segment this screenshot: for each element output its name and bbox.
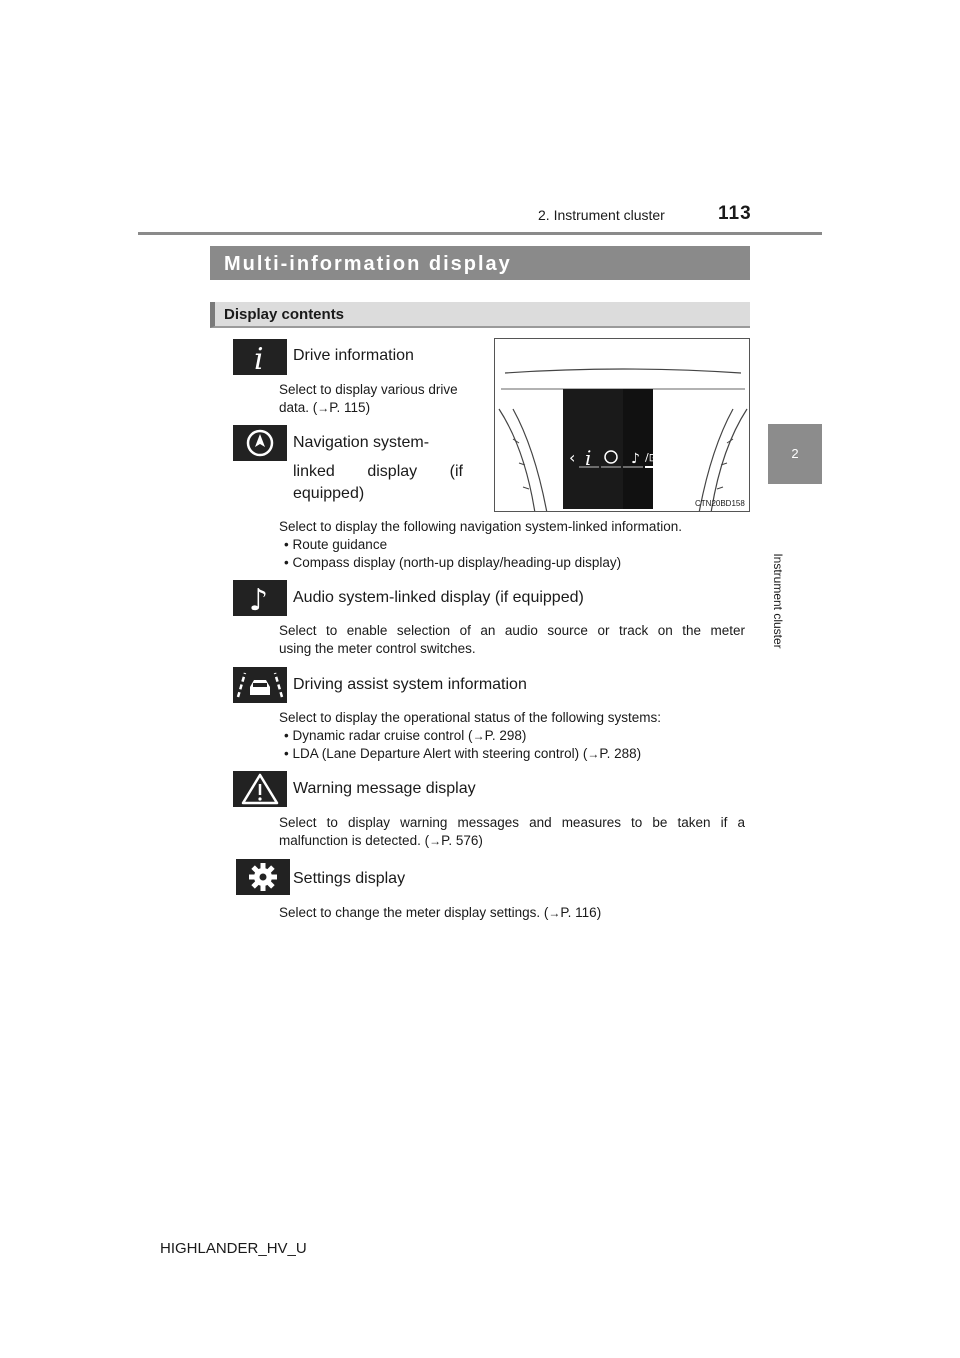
settings-desc bbox=[279, 904, 601, 922]
svg-text:i: i bbox=[585, 446, 592, 470]
title-fragment: Navigation system- bbox=[293, 434, 430, 451]
title-fragment: linked display (if bbox=[293, 463, 463, 480]
settings-title: Settings display bbox=[293, 870, 406, 887]
bullet-icon: • bbox=[284, 728, 289, 743]
warning-desc-2 bbox=[279, 832, 483, 850]
list-item bbox=[284, 554, 621, 572]
driving-assist-desc: Select to display the operational status of the following systems: bbox=[279, 710, 661, 725]
subsection-title: Display contents bbox=[210, 302, 750, 328]
bullet-text: Dynamic radar cruise control ( bbox=[292, 728, 473, 743]
bullet-text: Compass display (north-up display/heading-up display) bbox=[292, 555, 622, 570]
chapter-title: 2. Instrument cluster bbox=[538, 207, 665, 223]
arrow-icon: → bbox=[472, 729, 485, 743]
text-fragment: malfunction is detected. ( bbox=[279, 833, 430, 848]
arrow-icon: → bbox=[317, 401, 330, 415]
drive-info-title: Drive information bbox=[293, 347, 414, 364]
navigation-icon bbox=[233, 425, 287, 461]
bullet-icon: • bbox=[284, 537, 289, 552]
music-note-icon bbox=[233, 580, 287, 616]
text-fragment: Select to change the meter display settings. ( bbox=[279, 905, 549, 920]
svg-text:i: i bbox=[254, 342, 264, 375]
bullet-text: Route guidance bbox=[292, 537, 388, 552]
driving-assist-title: Driving assist system information bbox=[293, 676, 527, 693]
audio-desc-2: using the meter control switches. bbox=[279, 641, 476, 656]
cluster-drawing bbox=[495, 339, 750, 512]
bullet-text: LDA (Lane Departure Alert with steering control) ( bbox=[292, 746, 588, 761]
chapter-tab-label: Instrument cluster bbox=[771, 553, 785, 649]
navigation-title-3: equipped) bbox=[293, 485, 365, 502]
info-icon bbox=[233, 339, 287, 375]
page-reference: P. 288) bbox=[599, 746, 642, 761]
list-item bbox=[284, 745, 641, 763]
list-item bbox=[284, 536, 387, 554]
figure-code: CTN20BD158 bbox=[695, 499, 745, 508]
page-reference: P. 298) bbox=[484, 728, 527, 743]
svg-text:‹: ‹ bbox=[569, 448, 576, 467]
page-reference: P. 116) bbox=[560, 905, 602, 920]
header-rule bbox=[138, 232, 822, 235]
audio-title: Audio system-linked display (if equipped) bbox=[293, 589, 584, 606]
cluster-illustration bbox=[494, 338, 750, 512]
page-number: 113 bbox=[718, 203, 752, 224]
page-reference: P. 115) bbox=[329, 400, 371, 415]
gear-icon bbox=[236, 859, 290, 895]
audio-desc-1: Select to enable selection of an audio source or track on the meter bbox=[279, 623, 745, 638]
warning-desc-1: Select to display warning messages and measures to be taken if a bbox=[279, 815, 745, 830]
drive-info-desc-2 bbox=[279, 399, 370, 417]
list-item bbox=[284, 727, 526, 745]
arrow-icon: → bbox=[548, 906, 561, 920]
navigation-title-1 bbox=[293, 434, 463, 452]
arrow-icon: → bbox=[587, 747, 600, 761]
svg-text:›: › bbox=[665, 448, 672, 467]
page-reference: P. 576) bbox=[441, 833, 483, 848]
bullet-icon: • bbox=[284, 555, 289, 570]
chapter-tab: 2 bbox=[768, 424, 822, 484]
bullet-icon: • bbox=[284, 746, 289, 761]
drive-info-desc-1: Select to display various drive bbox=[279, 382, 458, 397]
navigation-title-2 bbox=[293, 463, 463, 481]
section-title: Multi-information display bbox=[210, 246, 750, 280]
driving-assist-icon bbox=[233, 667, 287, 703]
warning-title: Warning message display bbox=[293, 780, 476, 797]
navigation-desc: Select to display the following navigation system-linked information. bbox=[279, 519, 682, 534]
arrow-icon: → bbox=[429, 834, 442, 848]
model-code: HIGHLANDER_HV_U bbox=[160, 1240, 307, 1257]
text-fragment: data. ( bbox=[279, 400, 318, 415]
svg-text:♪: ♪ bbox=[249, 583, 269, 616]
svg-text:/⊡\: /⊡\ bbox=[645, 451, 662, 464]
warning-icon bbox=[233, 771, 287, 807]
svg-text:♪: ♪ bbox=[631, 451, 640, 467]
